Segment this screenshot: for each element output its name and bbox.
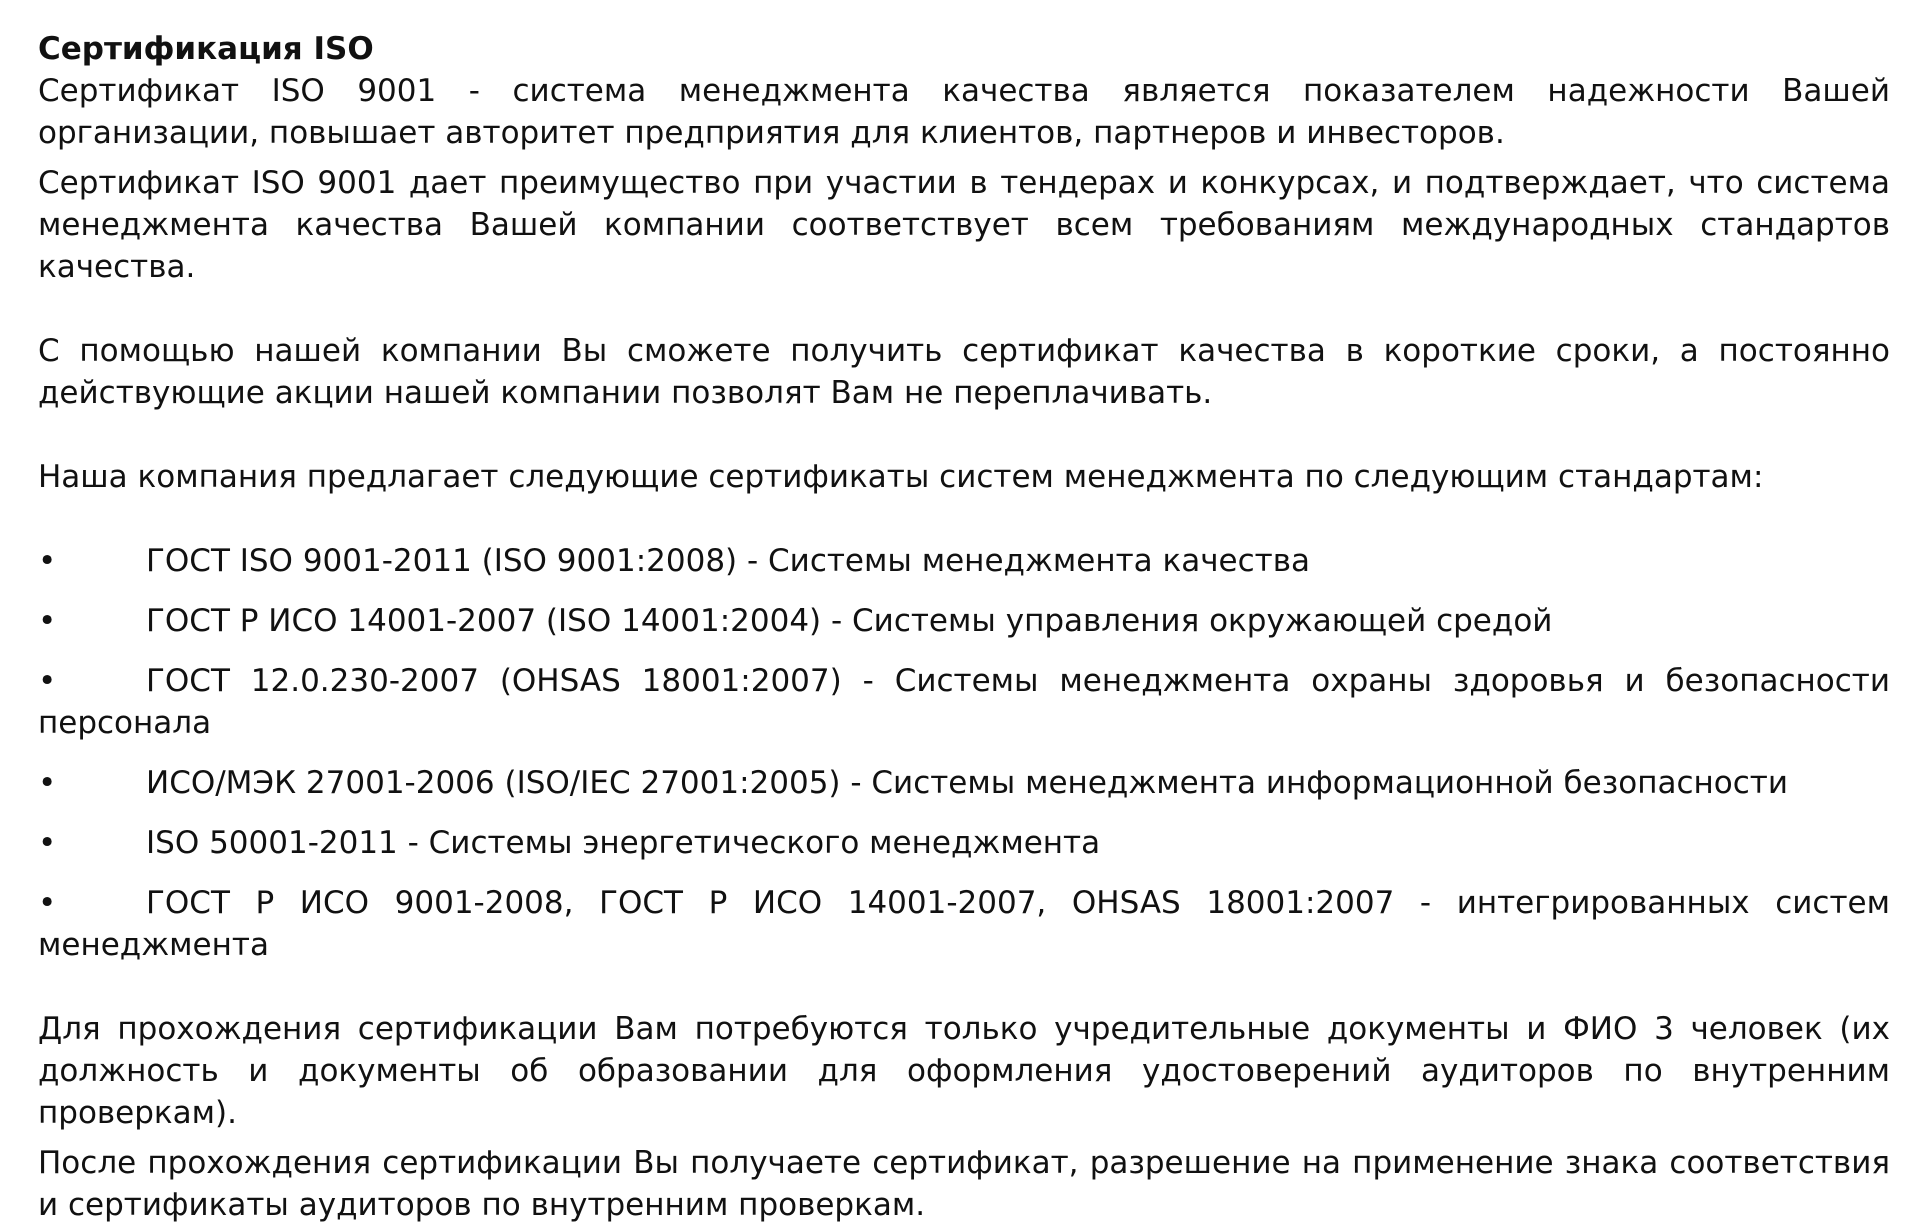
bullet-icon: • (38, 885, 57, 921)
paragraph-requirements: Для прохождения сертификации Вам потребуются только учредительные документы и ФИО 3 человек (их должность и документы об образовании для оформления удостоверений аудиторов по внутренним проверкам). (38, 1011, 1890, 1131)
list-item (38, 882, 1890, 966)
list-item (38, 762, 1890, 804)
list-item-text: ГОСТ ISO 9001-2011 (ISO 9001:2008) - Системы менеджмента качества (146, 543, 1310, 579)
list-item (38, 600, 1890, 642)
paragraph-standards-lead: Наша компания предлагает следующие сертификаты систем менеджмента по следующим стандартам: (38, 459, 1764, 495)
list-item (38, 660, 1890, 744)
list-item-text: ГОСТ Р ИСО 14001-2007 (ISO 14001:2004) - Системы управления окружающей средой (146, 603, 1553, 639)
list-item (38, 822, 1890, 864)
paragraph-iso-benefits: Сертификат ISO 9001 дает преимущество при участии в тендерах и конкурсах, и подтверждает, что система менеджмента качества Вашей компании соответствует всем требованиям международных стандартов качества. (38, 165, 1890, 285)
list-item-text: ГОСТ 12.0.230-2007 (OHSAS 18001:2007) - Системы менеджмента охраны здоровья и безопасности персонала (38, 663, 1890, 741)
list-item-text: ИСО/МЭК 27001-2006 (ISO/IEC 27001:2005) - Системы менеджмента информационной безопасности (146, 765, 1788, 801)
bullet-icon: • (38, 765, 57, 801)
document-body (38, 28, 1890, 1226)
list-item-text: ISO 50001-2011 - Системы энергетического менеджмента (146, 825, 1101, 861)
bullet-icon: • (38, 603, 57, 639)
paragraph-iso-intro: Сертификат ISO 9001 - система менеджмента качества является показателем надежности Вашей организации, повышает авторитет предприятия для клиентов, партнеров и инвесторов. (38, 73, 1890, 151)
bullet-icon: • (38, 663, 57, 699)
bullet-icon: • (38, 825, 57, 861)
document-title: Сертификация ISO (38, 31, 374, 67)
standards-list (38, 540, 1890, 966)
paragraph-company-offer: С помощью нашей компании Вы сможете получить сертификат качества в короткие сроки, а постоянно действующие акции нашей компании позволят Вам не переплачивать. (38, 333, 1890, 411)
list-item (38, 540, 1890, 582)
bullet-icon: • (38, 543, 57, 579)
list-item-text: ГОСТ Р ИСО 9001-2008, ГОСТ Р ИСО 14001-2007, OHSAS 18001:2007 - интегрированных систем менеджмента (38, 885, 1890, 963)
paragraph-results: После прохождения сертификации Вы получаете сертификат, разрешение на применение знака соответствия и сертификаты аудиторов по внутренним проверкам. (38, 1145, 1890, 1223)
